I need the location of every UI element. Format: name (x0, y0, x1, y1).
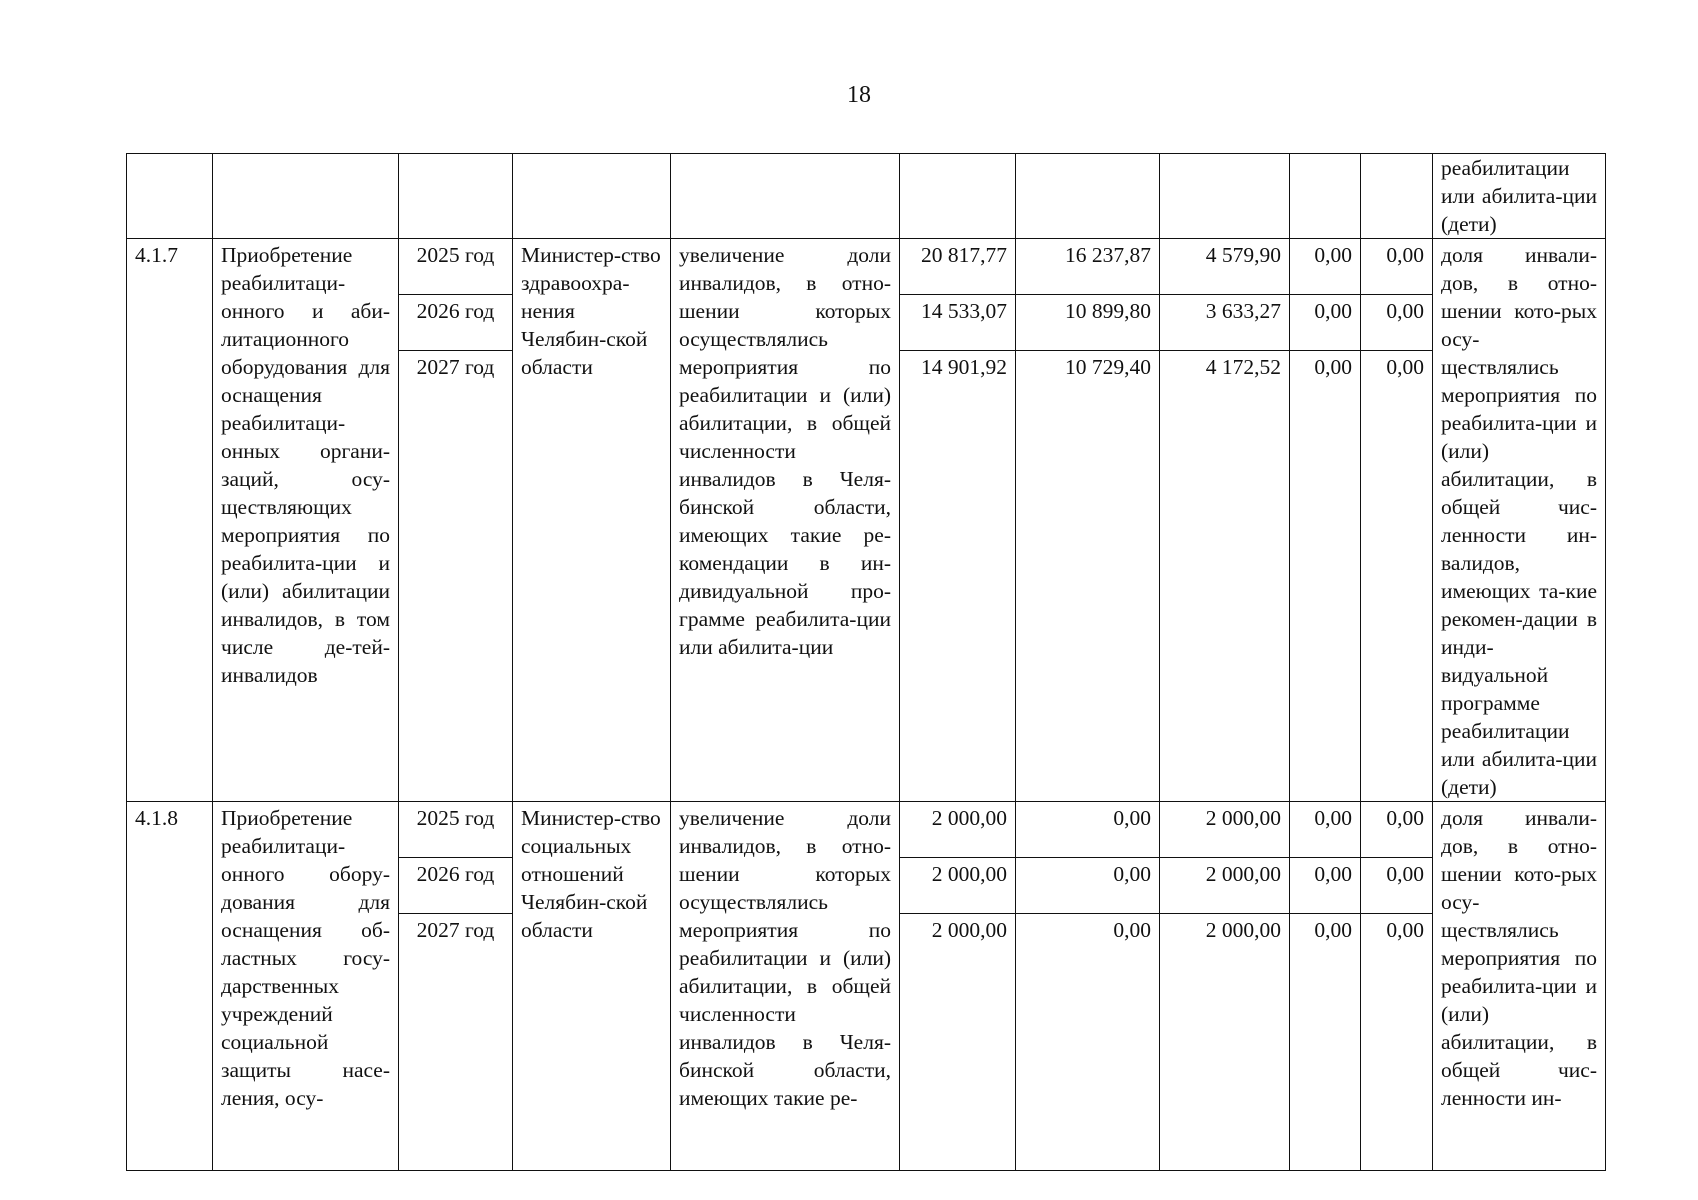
cell-result: увеличение доли инвалидов, в отно-шении которых осуществлялись мероприятия по реабилитации и (или) абилитации, в общей численности инвалидов в Челя-бинской области, имеющих такие ре-комендации в ин-дивидуальной про-грамме реабилита-ции или абилита-ции (671, 239, 900, 802)
cell-municipal (1290, 154, 1361, 239)
continuation-row (127, 154, 1606, 239)
cell-federal: 0,00 (1016, 858, 1160, 914)
cell-code: 4.1.7 (127, 239, 213, 802)
cell-code (127, 154, 213, 239)
cell-year (399, 154, 513, 239)
cell-federal: 0,00 (1016, 914, 1160, 1171)
cell-total: 2 000,00 (900, 802, 1016, 858)
cell-year: 2027 год (399, 914, 513, 1171)
cell-other: 0,00 (1361, 858, 1433, 914)
cell-executor: Министер-ство здравоохра-нения Челябин-ской области (513, 239, 671, 802)
cell-municipal: 0,00 (1290, 295, 1361, 351)
cell-name: Приобретение реабилитаци-онного и аби-литационного оборудования для оснащения реабилитаци-онных органи-заций, осу-ществляющих мероприятия по реабилита-ции и (или) абилитации инвалидов, в том числе де-тей-инвалидов (213, 239, 399, 802)
cell-indicator: доля инвали-дов, в отно-шении кото-рых осу-ществлялись мероприятия по реабилита-ции и (или) абилитации, в общей чис-ленности ин- (1433, 802, 1606, 1171)
cell-other (1361, 154, 1433, 239)
cell-code: 4.1.8 (127, 802, 213, 1171)
cell-year: 2026 год (399, 858, 513, 914)
cell-municipal: 0,00 (1290, 802, 1361, 858)
cell-federal: 16 237,87 (1016, 239, 1160, 295)
cell-executor: Министер-ство социальных отношений Челябин-ской области (513, 802, 671, 1171)
cell-name: Приобретение реабилитаци-онного обору-дования для оснащения об-ластных госу-дарственных учреждений социальной защиты насе-ления, осу- (213, 802, 399, 1171)
cell-year: 2025 год (399, 802, 513, 858)
cell-indicator: реабилитации или абилита-ции (дети) (1433, 154, 1606, 239)
cell-executor (513, 154, 671, 239)
cell-other: 0,00 (1361, 802, 1433, 858)
cell-total: 2 000,00 (900, 914, 1016, 1171)
page-number: 18 (847, 82, 871, 108)
cell-other: 0,00 (1361, 295, 1433, 351)
cell-result: увеличение доли инвалидов, в отно-шении которых осуществлялись мероприятия по реабилитации и (или) абилитации, в общей численности инвалидов в Челя-бинской области, имеющих такие ре- (671, 802, 900, 1171)
cell-name (213, 154, 399, 239)
cell-year: 2026 год (399, 295, 513, 351)
cell-federal: 10 729,40 (1016, 351, 1160, 802)
cell-total: 14 901,92 (900, 351, 1016, 802)
table-row (127, 802, 1606, 858)
cell-federal: 10 899,80 (1016, 295, 1160, 351)
cell-total: 20 817,77 (900, 239, 1016, 295)
cell-total: 14 533,07 (900, 295, 1016, 351)
cell-municipal: 0,00 (1290, 858, 1361, 914)
cell-regional: 2 000,00 (1160, 914, 1290, 1171)
cell-other: 0,00 (1361, 239, 1433, 295)
cell-municipal: 0,00 (1290, 914, 1361, 1171)
cell-other: 0,00 (1361, 351, 1433, 802)
table-row (127, 239, 1606, 295)
cell-total: 2 000,00 (900, 858, 1016, 914)
cell-federal: 0,00 (1016, 802, 1160, 858)
cell-regional: 2 000,00 (1160, 858, 1290, 914)
cell-regional: 3 633,27 (1160, 295, 1290, 351)
cell-year: 2025 год (399, 239, 513, 295)
program-activities-table (126, 153, 1606, 1171)
cell-indicator: доля инвали-дов, в отно-шении кото-рых осу-ществлялись мероприятия по реабилита-ции и (или) абилитации, в общей чис-ленности ин-валидов, имеющих та-кие рекомен-дации в инди-видуальной программе реабилитации или абилита-ции (дети) (1433, 239, 1606, 802)
cell-other: 0,00 (1361, 914, 1433, 1171)
cell-total (900, 154, 1016, 239)
cell-year: 2027 год (399, 351, 513, 802)
cell-result (671, 154, 900, 239)
cell-regional (1160, 154, 1290, 239)
cell-regional: 4 579,90 (1160, 239, 1290, 295)
cell-municipal: 0,00 (1290, 351, 1361, 802)
cell-regional: 2 000,00 (1160, 802, 1290, 858)
cell-regional: 4 172,52 (1160, 351, 1290, 802)
cell-municipal: 0,00 (1290, 239, 1361, 295)
cell-federal (1016, 154, 1160, 239)
